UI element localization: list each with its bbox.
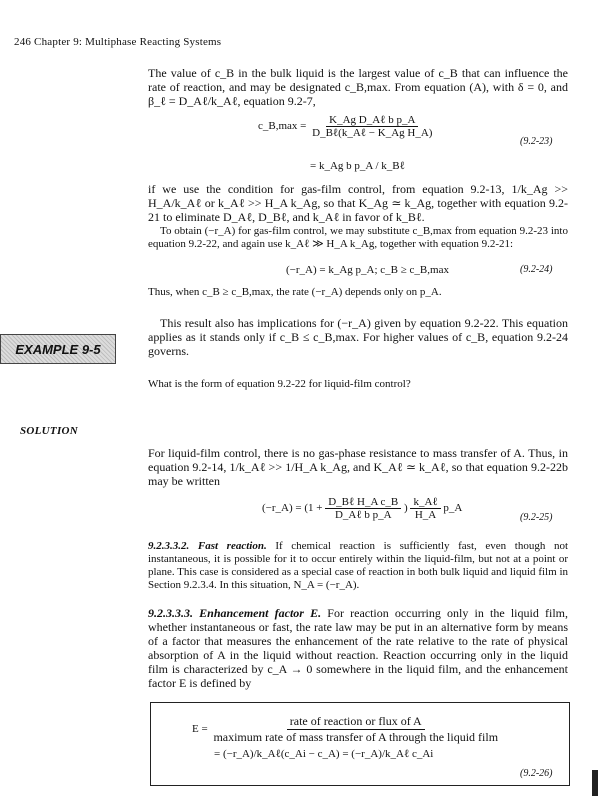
enhancement-factor-body: For reaction occurring only in the liquid film, whether instantaneous or fast, the rate law may be put in an alternative form by means of a factor that measures the enhancement of the rate relative to the rate of physical absorption of A in the liquid without reaction. Reaction occurring only in the liquid film is characterized by c_A → 0 somewhere in the liquid film, and the enhancement factor E is defined by bbox=[148, 606, 568, 690]
fast-reaction-heading: 9.2.3.3.2. Fast reaction. bbox=[148, 540, 267, 552]
paragraph-liquid-film-control: For liquid-film control, there is no gas-phase resistance to mass transfer of A. Thus, in equation 9.2-14, 1/k_Aℓ >> 1/H_A k_Ag, and K_Aℓ ≃ k_Aℓ, so that equation 9.2-22b may be written bbox=[148, 446, 568, 488]
eq26-denominator: maximum rate of mass transfer of A through the liquid film bbox=[213, 730, 499, 744]
eq26-line2: = (−r_A)/k_Aℓ(c_Ai − c_A) = (−r_A)/k_Aℓ c_Ai bbox=[214, 748, 434, 760]
eq26-number: (9.2-26) bbox=[520, 768, 553, 779]
equation-9-2-25 bbox=[262, 496, 462, 521]
eq26-fraction bbox=[210, 714, 501, 745]
page-edge-mark bbox=[592, 770, 598, 796]
fast-reaction-body: If chemical reaction is sufficiently fast, even though not instantaneous, it is possible for it to occur entirely within the liquid-film, but not at a point or plane. This case is considered as a special case of reaction in both bulk liquid and liquid film in Section 9.2.3.4. In this situation, N_A = (−r_A). bbox=[148, 540, 568, 591]
paragraph-gas-film-rate: To obtain (−r_A) for gas-film control, we may substitute c_B,max from equation 9.2-23 into equation 9.2-22, and again use k_Aℓ ≫ H_A k_Ag, together with equation 9.2-21: bbox=[148, 225, 568, 250]
paragraph-rate-depends-pa: Thus, when c_B ≥ c_B,max, the rate (−r_A) depends only on p_A. bbox=[148, 286, 442, 298]
eq25-paren-open: (1 + bbox=[304, 502, 323, 515]
eq25-frac2-numerator: k_Aℓ bbox=[410, 496, 440, 509]
equation-9-2-23 bbox=[258, 114, 435, 139]
example-banner bbox=[0, 334, 116, 364]
paragraph-cbmax-intro: The value of c_B in the bulk liquid is the largest value of c_B that can influence the rate of reaction, and may be designated c_B,max. From equation (A), with δ = 0, and β_ℓ = D_Aℓ/k_Aℓ, equation 9.2-7, bbox=[148, 66, 568, 108]
eq25-frac1-denominator: D_Aℓ b p_A bbox=[334, 509, 392, 521]
equation-9-2-24: (−r_A) = k_Ag p_A; c_B ≥ c_B,max bbox=[286, 264, 449, 276]
eq26-numerator: rate of reaction or flux of A bbox=[287, 714, 425, 730]
eq25-fraction-1 bbox=[325, 496, 401, 521]
eq23-denominator: D_Bℓ(k_Aℓ − K_Ag H_A) bbox=[312, 127, 433, 139]
eq23-number: (9.2-23) bbox=[520, 136, 553, 147]
example-question: What is the form of equation 9.2-22 for liquid-film control? bbox=[148, 378, 411, 390]
paragraph-enhancement-factor bbox=[148, 606, 568, 690]
running-head: 246 Chapter 9: Multiphase Reacting Systems bbox=[14, 36, 222, 48]
eq23-line2: = k_Ag b p_A / k_Bℓ bbox=[310, 160, 405, 172]
eq25-lhs: (−r_A) = bbox=[262, 502, 302, 515]
eq25-paren-close: ) bbox=[404, 502, 408, 515]
paragraph-gas-film-condition: if we use the condition for gas-film control, from equation 9.2-13, 1/k_Ag >> H_A/k_Aℓ or k_Aℓ >> H_A k_Ag, so that K_Ag ≃ k_Ag, together with equation 9.2-21 to eliminate D_Aℓ, D_Bℓ, and k_Aℓ in favor of k_Bℓ. bbox=[148, 182, 568, 224]
eq23-fraction bbox=[309, 114, 435, 139]
eq25-frac1-numerator: D_Bℓ H_A c_B bbox=[325, 496, 401, 509]
eq23-numerator: K_Ag D_Aℓ b p_A bbox=[326, 114, 418, 127]
paragraph-implications: This result also has implications for (−r_A) given by equation 9.2-22. This equation applies as it stands only if c_B ≤ c_B,max. For higher values of c_B, equation 9.2-24 governs. bbox=[148, 316, 568, 358]
equation-9-2-26 bbox=[192, 714, 501, 745]
eq25-number: (9.2-25) bbox=[520, 512, 553, 523]
paragraph-fast-reaction bbox=[148, 540, 568, 592]
eq25-fraction-2 bbox=[410, 496, 440, 521]
eq25-tail: p_A bbox=[443, 502, 463, 515]
example-label: EXAMPLE 9-5 bbox=[15, 341, 101, 357]
eq25-frac2-denominator: H_A bbox=[414, 509, 437, 521]
eq23-lhs: c_B,max = bbox=[258, 120, 307, 133]
eq26-lhs: E = bbox=[192, 723, 208, 736]
solution-label: SOLUTION bbox=[20, 425, 79, 437]
eq24-number: (9.2-24) bbox=[520, 264, 553, 275]
enhancement-factor-heading: 9.2.3.3.3. Enhancement factor E. bbox=[148, 606, 322, 620]
